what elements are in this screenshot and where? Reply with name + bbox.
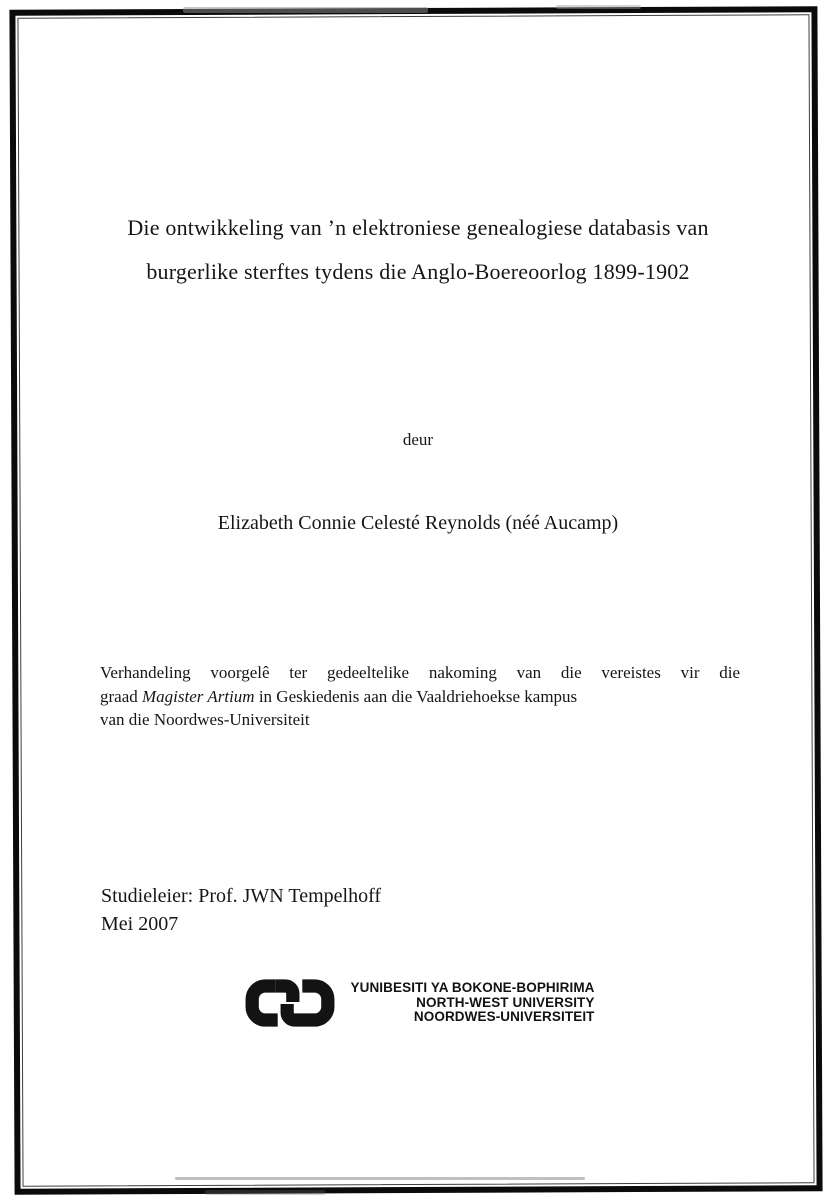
supervisor-block [101, 882, 601, 938]
thesis-title-line-2: burgerlike sterftes tydens die Anglo-Boereoorlog 1899-1902 [146, 259, 690, 284]
submission-line-1: Verhandeling voorgelê ter gedeeltelike nakoming van die vereistes vir die [100, 663, 740, 682]
scan-artifact [183, 7, 428, 13]
logo-wordmark-line-3: NOORDWES-UNIVERSITEIT [413, 1009, 595, 1025]
scan-artifact [205, 1190, 325, 1195]
supervisor-line: Studieleier: Prof. JWN Tempelhoff [101, 885, 382, 907]
university-logo [0, 968, 831, 1038]
submission-line-3: van die Noordwes-Universiteit [100, 710, 310, 729]
scan-artifact [175, 1177, 585, 1180]
byline: deur [402, 430, 434, 449]
nwu-logo-mark-icon [236, 968, 344, 1038]
submission-line-2 [100, 685, 740, 709]
submission-line-2-prefix: graad [100, 686, 143, 706]
date-line: Mei 2007 [101, 913, 179, 935]
author-name: Elizabeth Connie Celesté Reynolds (néé Aucamp) [217, 512, 619, 534]
submission-line-2-suffix: in Geskiedenis aan die Vaaldriehoekse kampus [254, 686, 578, 706]
logo-wordmark-line-1: YUNIBESITI YA BOKONE-BOPHIRIMA [350, 980, 595, 996]
logo-wordmark [350, 981, 594, 1025]
scan-artifact [556, 5, 641, 9]
thesis-title-line-1: Die ontwikkeling van ’n elektroniese genealogiese databasis van [127, 215, 709, 240]
logo-wordmark-line-2: NORTH-WEST UNIVERSITY [416, 994, 595, 1010]
submission-statement [100, 661, 740, 732]
thesis-title [98, 206, 738, 294]
degree-name: Magister Artium [142, 686, 255, 706]
